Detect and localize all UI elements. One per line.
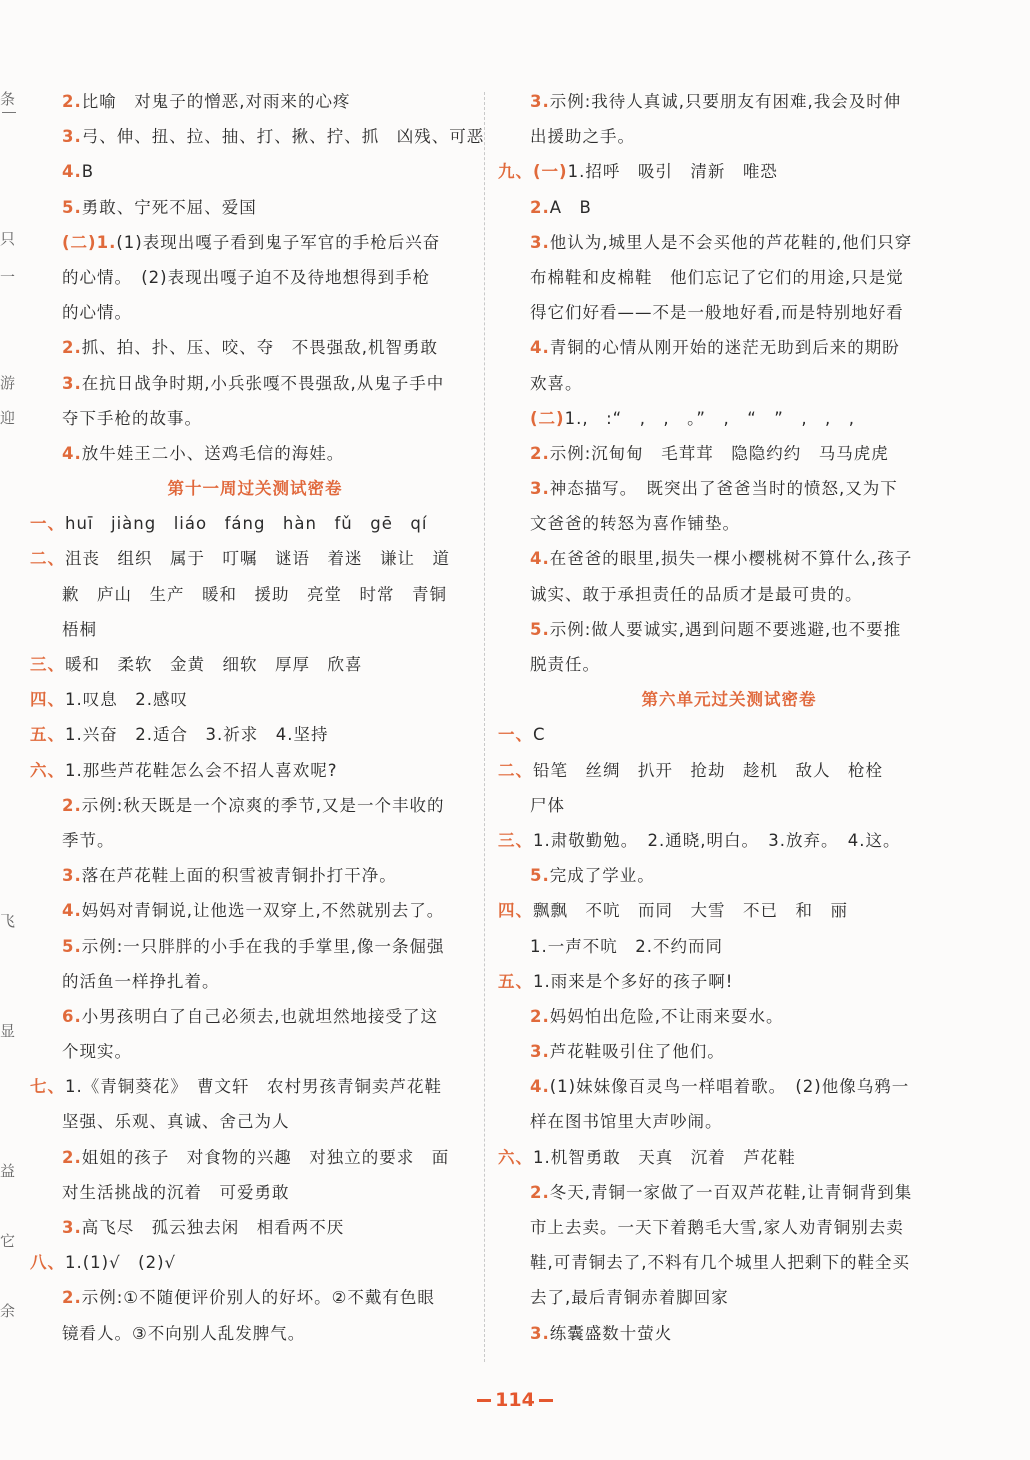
edge-char: 它 <box>0 1232 16 1250</box>
answer-text: 示例:秋天既是一个凉爽的季节,又是一个丰收的 <box>81 795 445 815</box>
item-number: 三、 <box>30 655 65 674</box>
answer-text: 神态描写。 既突出了爸爸当时的愤怒,又为下 <box>549 479 898 499</box>
answer-text: 1.那些芦花鞋怎么会不招人喜欢呢? <box>65 760 338 780</box>
answer-text: 落在芦花鞋上面的积雪被青铜扑打干净。 <box>81 866 397 886</box>
answer-line <box>30 577 480 612</box>
answer-line <box>498 506 960 541</box>
edge-char: 一 <box>0 268 16 286</box>
answer-text: 冬天,青铜一家做了一百双芦花鞋,让青铜背到集 <box>549 1182 913 1202</box>
item-number: (二)1. <box>62 232 117 252</box>
item-number: 2. <box>530 197 550 217</box>
answer-text: 他认为,城里人是不会买他的芦花鞋的,他们只穿 <box>549 232 913 252</box>
answer-text: 弓、伸、扭、拉、抽、打、揪、拧、抓 凶残、可恶 <box>81 127 485 147</box>
answer-text: 去了,最后青铜赤着脚回家 <box>530 1288 729 1308</box>
answer-text: 得它们好看——不是一般地好看,而是特别地好看 <box>530 303 904 323</box>
answer-line <box>30 823 480 858</box>
item-number: 3. <box>530 479 550 499</box>
answer-text: 对生活挑战的沉着 可爱勇敢 <box>62 1182 290 1202</box>
answer-line <box>498 330 960 365</box>
answer-line <box>498 999 960 1034</box>
item-number: 3. <box>62 866 82 886</box>
answer-line <box>498 436 960 471</box>
answer-line <box>498 366 960 401</box>
answer-text: 芦花鞋吸引住了他们。 <box>549 1042 725 1062</box>
answer-line <box>498 84 960 119</box>
answer-text: 镜看人。③不向别人乱发脾气。 <box>62 1323 306 1343</box>
answer-text: 的活鱼一样挣扎着。 <box>62 971 220 991</box>
answer-text: (1)妹妹像百灵鸟一样唱着歌。 (2)他像乌鸦一 <box>549 1077 910 1097</box>
answer-text: huī jiàng liáo fáng hàn fǔ gē qí <box>65 514 428 534</box>
item-number: 一、 <box>498 725 533 745</box>
answer-text: 1.肃敬勤勉。 2.通晓,明白。 3.放弃。 4.这。 <box>533 830 901 850</box>
answer-line <box>498 612 960 647</box>
answer-line <box>498 295 960 330</box>
answer-line <box>498 823 960 858</box>
item-number: 4. <box>62 162 82 182</box>
answer-line <box>30 225 480 260</box>
answer-line <box>30 788 480 823</box>
answer-line <box>30 295 480 330</box>
answer-text: 市上去卖。一天下着鹅毛大雪,家人劝青铜别去卖 <box>530 1218 904 1237</box>
answer-text: 勇敢、宁死不屈、爱国 <box>81 197 257 217</box>
answer-line <box>498 1140 960 1175</box>
answer-text: 1.雨来是个多好的孩子啊! <box>533 971 734 991</box>
answer-text: 青铜的心情从刚开始的迷茫无助到后来的期盼 <box>549 338 900 358</box>
column-divider <box>484 92 485 1362</box>
answer-line <box>30 1104 480 1139</box>
answer-line <box>30 1034 480 1069</box>
answer-line <box>498 753 960 788</box>
answer-line <box>30 893 480 928</box>
answer-line <box>30 154 480 189</box>
answer-line <box>30 1140 480 1175</box>
answer-text: 放牛娃王二小、送鸡毛信的海娃。 <box>81 443 345 463</box>
page-number-dash <box>477 1399 491 1402</box>
answer-text: 1.兴奋 2.适合 3.祈求 4.坚持 <box>65 725 329 745</box>
answer-text: 飘飘 不吭 而同 大雪 不已 和 丽 <box>533 901 848 921</box>
item-number: 6. <box>62 1006 82 1026</box>
answer-line <box>30 717 480 752</box>
answer-text: 示例:沉甸甸 毛茸茸 隐隐约约 马马虎虎 <box>549 443 889 463</box>
answer-line <box>498 1245 960 1280</box>
item-number: 八、 <box>30 1253 65 1273</box>
answer-text: 1.叹息 2.感叹 <box>65 690 188 710</box>
item-number: 3. <box>530 92 550 111</box>
answer-line <box>498 893 960 928</box>
edge-rule <box>2 112 16 113</box>
answer-text: 示例:一只胖胖的小手在我的手掌里,像一条倔强 <box>81 936 445 956</box>
item-number: 2. <box>62 795 82 815</box>
answer-text: A B <box>549 197 592 217</box>
answer-text: 脱责任。 <box>530 655 600 674</box>
item-number: 六、 <box>30 760 65 780</box>
item-number: 五、 <box>30 725 65 745</box>
answer-line <box>30 190 480 225</box>
answer-text: 夺下手枪的故事。 <box>62 408 202 428</box>
answer-text: 诚实、敢于承担责任的品质才是最可贵的。 <box>530 584 863 604</box>
answer-line <box>498 1104 960 1139</box>
answer-line <box>498 154 960 189</box>
answer-text: 示例:①不随便评价别人的好坏。②不戴有色眼 <box>81 1288 435 1308</box>
item-number: 2. <box>62 1288 82 1308</box>
answer-line <box>498 225 960 260</box>
answer-text: 歉 庐山 生产 暖和 援助 亮堂 时常 青铜 <box>62 584 447 604</box>
item-number: 五、 <box>498 971 533 991</box>
item-number: 4. <box>62 901 82 921</box>
answer-text: 示例:我待人真诚,只要朋友有困难,我会及时伸 <box>549 92 902 111</box>
item-number: 3. <box>62 127 82 147</box>
item-number: 3. <box>530 1042 550 1062</box>
answer-line <box>498 1175 960 1210</box>
answer-line <box>30 401 480 436</box>
answer-text: C <box>533 725 546 745</box>
item-number: 七、 <box>30 1077 65 1097</box>
answer-text: 练囊盛数十萤火 <box>549 1323 673 1343</box>
answer-text: 1.机智勇敢 天真 沉着 芦花鞋 <box>533 1147 796 1167</box>
answer-line <box>498 717 960 752</box>
answer-text: 1.一声不吭 2.不约而同 <box>530 936 723 956</box>
answer-text: 季节。 <box>62 830 115 850</box>
item-number: 九、(一) <box>498 162 568 182</box>
answer-line <box>30 1280 480 1315</box>
answer-line <box>30 999 480 1034</box>
section-title-text: 第十一周过关测试密卷 <box>167 479 343 499</box>
answer-text: 在爸爸的眼里,损失一棵小樱桃树不算什么,孩子 <box>549 549 913 569</box>
answer-text: 示例:做人要诚实,遇到问题不要逃避,也不要推 <box>549 619 902 639</box>
answer-text: (1)表现出嘎子看到鬼子军官的手枪后兴奋 <box>116 232 441 252</box>
answer-line <box>30 84 480 119</box>
answer-line <box>30 647 480 682</box>
edge-char: 条 <box>0 90 16 108</box>
answer-text: 1.《青铜葵花》 曹文轩 农村男孩青铜卖芦花鞋 <box>65 1077 442 1097</box>
item-number: 5. <box>530 619 550 639</box>
answer-text: 比喻 对鬼子的憎恶,对雨来的心疼 <box>81 92 351 111</box>
answer-line <box>498 401 960 436</box>
item-number: 四、 <box>30 690 65 710</box>
answer-text: 高飞尽 孤云独去闲 相看两不厌 <box>81 1218 345 1237</box>
item-number: 5. <box>62 197 82 217</box>
item-number: 4. <box>530 338 550 358</box>
answer-text: 文爸爸的转怒为喜作铺垫。 <box>530 514 740 534</box>
answer-line <box>498 788 960 823</box>
answer-text: 样在图书馆里大声吵闹。 <box>530 1112 723 1132</box>
item-number: 2. <box>62 1147 82 1167</box>
answer-text: 1.(1)√ (2)√ <box>65 1253 177 1273</box>
item-number: 4. <box>530 549 550 569</box>
item-number: 2. <box>530 443 550 463</box>
answer-text: 暖和 柔软 金黄 细软 厚厚 欣喜 <box>65 655 363 674</box>
item-number: 六、 <box>498 1147 533 1167</box>
answer-line <box>30 436 480 471</box>
item-number: 4. <box>530 1077 550 1097</box>
answer-line <box>498 647 960 682</box>
answer-text: 出援助之手。 <box>530 127 635 147</box>
answer-text: 鞋,可青铜去了,不料有几个城里人把剩下的鞋全买 <box>530 1253 910 1273</box>
section-title <box>498 682 960 717</box>
answer-line <box>498 858 960 893</box>
item-number: 二、 <box>498 760 533 780</box>
answer-line <box>30 753 480 788</box>
edge-char: 益 <box>0 1162 16 1180</box>
edge-char: 迎 <box>0 409 16 427</box>
answer-line <box>498 190 960 225</box>
item-number: 4. <box>62 443 82 463</box>
answer-text: 抓、拍、扑、压、咬、夺 不畏强敌,机智勇敢 <box>81 338 438 358</box>
answer-line <box>30 366 480 401</box>
answer-text: 完成了学业。 <box>549 866 655 886</box>
answer-line <box>30 612 480 647</box>
answer-line <box>498 471 960 506</box>
answer-line <box>30 119 485 154</box>
answer-line <box>498 541 960 576</box>
item-number: 3. <box>62 1218 82 1237</box>
item-number: 5. <box>530 866 550 886</box>
answer-text: 个现实。 <box>62 1042 132 1062</box>
item-number: 3. <box>530 1323 550 1343</box>
answer-line <box>30 260 480 295</box>
item-number: 2. <box>530 1006 550 1026</box>
answer-line <box>498 1210 960 1245</box>
answer-text: B <box>81 162 95 182</box>
page-number-text: 114 <box>495 1389 535 1411</box>
answer-text: 的心情。 <box>62 303 132 323</box>
edge-char: 只 <box>0 230 16 248</box>
answer-line <box>498 260 960 295</box>
edge-char: 飞 <box>0 912 16 930</box>
answer-text: 坚强、乐观、真诚、舍己为人 <box>62 1112 290 1132</box>
item-number: 一、 <box>30 514 65 534</box>
answer-text: 梧桐 <box>62 619 97 639</box>
edge-char: 游 <box>0 374 16 392</box>
answer-text: 妈妈怕出危险,不让雨来耍水。 <box>549 1006 784 1026</box>
edge-char: 余 <box>0 1302 16 1320</box>
answer-line <box>30 1069 480 1104</box>
edge-char: 显 <box>0 1022 16 1040</box>
answer-line <box>30 682 480 717</box>
section-title <box>30 471 480 506</box>
page-number-dash <box>539 1399 553 1402</box>
answer-line <box>498 119 960 154</box>
answer-line <box>30 964 480 999</box>
answer-text: 铅笔 丝绸 扒开 抢劫 趁机 敌人 枪栓 <box>533 760 883 780</box>
answer-line <box>498 1316 960 1351</box>
page-number <box>440 1383 590 1417</box>
item-number: 2. <box>62 92 82 111</box>
answer-text: 小男孩明白了自己必须去,也就坦然地接受了这 <box>81 1006 438 1026</box>
item-number: 二、 <box>30 549 65 569</box>
item-number: 2. <box>62 338 82 358</box>
answer-line <box>30 541 480 576</box>
answer-line <box>30 1245 480 1280</box>
answer-line <box>30 1316 480 1351</box>
item-number: (二) <box>530 408 565 428</box>
answer-text: 在抗日战争时期,小兵张嘎不畏强敌,从鬼子手中 <box>81 373 445 393</box>
answer-line <box>30 1175 480 1210</box>
answer-text: 妈妈对青铜说,让他选一双穿上,不然就别去了。 <box>81 901 445 921</box>
left-column <box>30 84 485 1351</box>
section-title-text: 第六单元过关测试密卷 <box>641 690 817 710</box>
item-number: 5. <box>62 936 82 956</box>
item-number: 3. <box>530 232 550 252</box>
answer-text: 的心情。 (2)表现出嘎子迫不及待地想得到手枪 <box>62 267 431 287</box>
answer-text: 布棉鞋和皮棉鞋 他们忘记了它们的用途,只是觉 <box>530 267 904 287</box>
previous-page-edge <box>0 70 22 1370</box>
answer-line <box>498 577 960 612</box>
answer-text: 沮丧 组织 属于 叮嘱 谜语 着迷 谦让 道 <box>65 549 450 569</box>
answer-text: 1., :“ , , 。” , “ ” , , , <box>564 408 856 428</box>
item-number: 3. <box>62 373 82 393</box>
answer-line <box>30 330 480 365</box>
item-number: 2. <box>530 1182 550 1202</box>
answer-line <box>498 929 960 964</box>
answer-line <box>30 929 480 964</box>
item-number: 三、 <box>498 830 533 850</box>
answer-line <box>498 964 960 999</box>
answer-text: 欢喜。 <box>530 373 583 393</box>
answer-text: 1.招呼 吸引 清新 唯恐 <box>567 162 778 182</box>
right-column <box>498 84 960 1351</box>
answer-line <box>30 1210 480 1245</box>
item-number: 四、 <box>498 901 533 921</box>
answer-line <box>498 1280 960 1315</box>
answer-line <box>30 858 480 893</box>
answer-line <box>498 1069 960 1104</box>
answer-line <box>30 506 480 541</box>
answer-text: 尸体 <box>530 795 565 815</box>
answer-text: 姐姐的孩子 对食物的兴趣 对独立的要求 面 <box>81 1147 450 1167</box>
answer-line <box>498 1034 960 1069</box>
